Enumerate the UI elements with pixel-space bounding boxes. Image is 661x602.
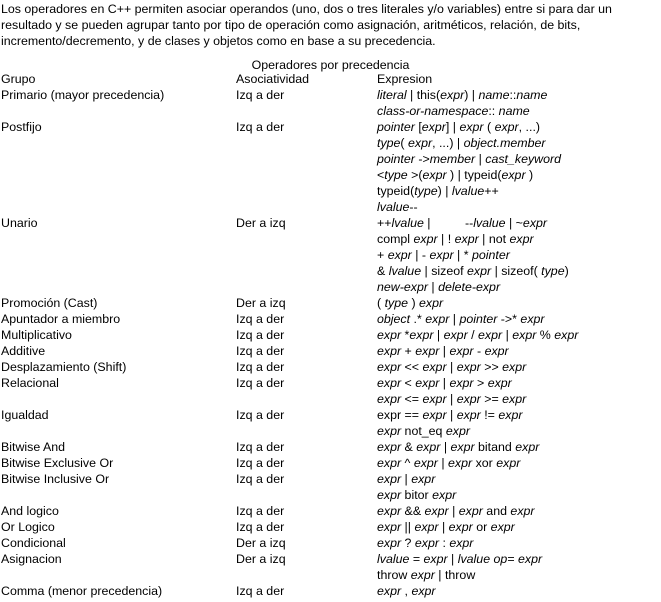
assoc-cell: Izq a der [236,520,285,534]
header-group: Grupo [1,72,36,86]
expression-line: new-expr | delete-expr [377,280,501,294]
group-cell: Igualdad [1,408,49,422]
group-cell: Bitwise And [1,440,66,454]
expression-line: expr bitor expr [377,488,457,502]
expression-cell [377,343,661,359]
assoc-cell: Izq a der [236,584,285,598]
assoc-cell: Izq a der [236,344,285,358]
expression-line: + expr | - expr | * pointer [377,248,510,262]
table-row [0,295,661,311]
expression-line: expr << expr | expr >> expr [377,360,527,374]
expression-cell [377,327,661,343]
expression-cell [377,375,661,407]
table-row [0,455,661,471]
expression-line: expr + expr | expr - expr [377,344,509,358]
assoc-cell: Izq a der [236,456,285,470]
expression-line: expr not_eq expr [377,424,471,438]
group-cell: Multiplicativo [1,328,72,342]
expression-cell [377,407,661,439]
expression-line: expr && expr | expr and expr [377,504,535,518]
group-cell: Promoción (Cast) [1,296,98,310]
group-cell: Bitwise Exclusive Or [1,456,114,470]
expression-line: expr <= expr | expr >= expr [377,392,527,406]
group-cell: Or Logico [1,520,55,534]
group-cell: Apuntador a miembro [1,312,121,326]
expression-cell [377,455,661,471]
expression-line: & lvalue | sizeof expr | sizeof( type) [377,264,569,278]
assoc-cell: Izq a der [236,408,285,422]
group-cell: Desplazamiento (Shift) [1,360,127,374]
expression-line: expr & expr | expr bitand expr [377,440,540,454]
group-cell: Condicional [1,536,66,550]
expression-cell [377,295,661,311]
assoc-cell: Izq a der [236,120,285,134]
expression-cell [377,583,661,599]
expression-line: expr *expr | expr / expr | expr % expr [377,328,579,342]
assoc-cell: Der a izq [236,216,286,230]
expression-line: object .* expr | pointer ->* expr [377,312,545,326]
assoc-cell: Izq a der [236,360,285,374]
expression-line: expr == expr | expr != expr [377,408,523,422]
table-caption: Operadores por precedencia [251,58,410,72]
header-expr: Expresion [377,72,433,86]
table-row [0,119,661,215]
assoc-cell: Izq a der [236,504,285,518]
table-row [0,327,661,343]
operators-table [0,71,661,599]
expression-cell [377,119,661,215]
expression-line: pointer ->member | cast_keyword [377,152,562,166]
expression-line: ( type ) expr [377,296,444,310]
assoc-cell: Der a izq [236,296,286,310]
expression-cell [377,359,661,375]
expression-line: pointer [expr] | expr ( expr, ...) [377,120,541,134]
assoc-cell: Izq a der [236,440,285,454]
expression-cell [377,503,661,519]
expression-line: literal | this(expr) | name::name [377,88,548,102]
intro-paragraph: Los operadores en C++ permiten asociar operandos (uno, dos o tres literales y/o variables) entre si para dar un resultado y se pueden agrupar tanto por tipo de operación como asignación, aritméticos, relación, de bits, incremento/decremento, y de clases y objetos como en base a su precedencia. [1,2,612,48]
table-row [0,439,661,455]
assoc-cell: Der a izq [236,552,286,566]
expression-line: compl expr | ! expr | not expr [377,232,534,246]
expression-line: throw expr | throw [377,568,476,582]
group-cell: Postfijo [1,120,42,134]
table-row [0,343,661,359]
expression-cell [377,471,661,503]
expression-line: expr < expr | expr > expr [377,376,512,390]
group-cell: Additive [1,344,46,358]
group-cell: Primario (mayor precedencia) [1,88,165,102]
expression-line: class-or-namespace:: name [377,104,530,118]
expression-line: expr || expr | expr or expr [377,520,515,534]
assoc-cell: Izq a der [236,88,285,102]
table-row [0,503,661,519]
assoc-cell: Izq a der [236,472,285,486]
group-cell: Asignacion [1,552,62,566]
expression-line: expr ? expr : expr [377,536,474,550]
group-cell: And logico [1,504,59,518]
group-cell: Relacional [1,376,59,390]
expression-cell [377,535,661,551]
header-assoc: Asociatividad [236,72,310,86]
expression-cell [377,215,661,295]
table-row [0,87,661,119]
expression-cell [377,519,661,535]
table-row [0,375,661,407]
group-cell: Comma (menor precedencia) [1,584,163,598]
assoc-cell: Izq a der [236,312,285,326]
expression-cell [377,551,661,583]
expression-cell [377,439,661,455]
expression-line: ++lvalue | --lvalue | ~expr [377,216,548,230]
assoc-cell: Der a izq [236,536,286,550]
expression-line: expr , expr [377,584,436,598]
expression-cell [377,311,661,327]
table-row [0,551,661,583]
table-row [0,359,661,375]
table-row [0,535,661,551]
table-row [0,583,661,599]
expression-line: typeid(type) | lvalue++ [377,184,499,198]
expression-line: lvalue-- [377,200,418,214]
table-row [0,407,661,439]
expression-line: lvalue = expr | lvalue op= expr [377,552,543,566]
expression-line: <type >(expr ) | typeid(expr ) [377,168,534,182]
table-row [0,519,661,535]
table-row [0,311,661,327]
group-cell: Unario [1,216,38,230]
expression-cell [377,87,661,119]
group-cell: Bitwise Inclusive Or [1,472,110,486]
expression-line: type( expr, ...) | object.member [377,136,546,150]
expression-line: expr | expr [377,472,436,486]
table-header-row [0,71,661,87]
expression-line: expr ^ expr | expr xor expr [377,456,521,470]
table-row [0,215,661,295]
assoc-cell: Izq a der [236,376,285,390]
table-row [0,471,661,503]
assoc-cell: Izq a der [236,328,285,342]
